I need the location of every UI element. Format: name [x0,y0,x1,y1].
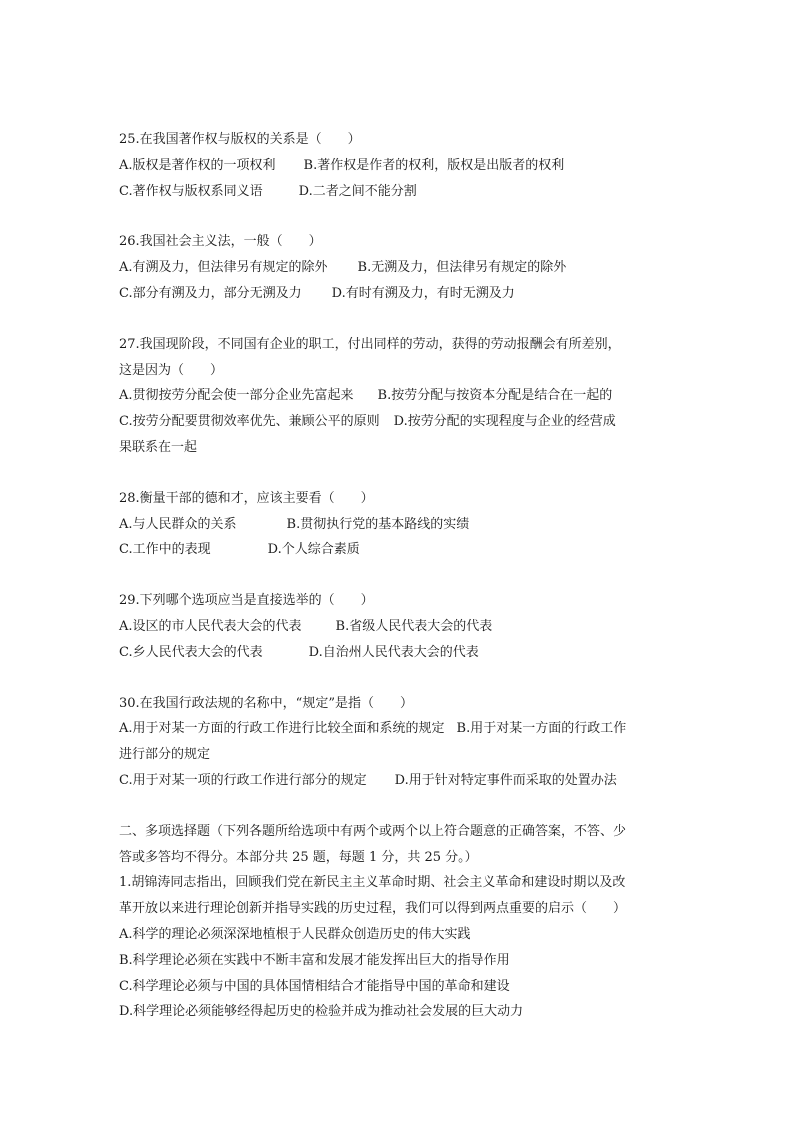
option-c: C.按劳分配要贯彻效率优先、兼顾公平的原则 [119,414,380,430]
option-c: C.乡人民代表大会的代表 [119,644,263,660]
option-line [119,153,679,179]
option-d: D.个人综合素质 [267,542,360,558]
option-a: A.贯彻按劳分配会使一部分企业先富起来 [119,388,354,404]
exam-page [119,127,679,1025]
section-multiple-choice [119,819,679,1025]
option-c: C.科学理论必须与中国的具体国情相结合才能指导中国的革命和建设 [119,978,510,994]
option-b: B.著作权是作者的权利，版权是出版者的权利 [303,157,565,173]
option-a: A.科学的理论必须深深地植根于人民群众创造历史的伟大实践 [119,926,471,942]
question-27 [119,332,679,461]
question-28 [119,486,679,563]
question-stem: 30.在我国行政法规的名称中，“规定”是指（ ） [119,695,413,711]
option-line [119,512,679,538]
question-stem-continued: 革开放以来进行理论创新并指导实践的历史过程，我们可以得到两点重要的启示（ ） [119,901,627,917]
option-line [119,383,679,409]
question-stem: 27.我国现阶段，不同国有企业的职工，付出同样的劳动，获得的劳动报酬会有所差别， [119,336,621,352]
option-b: B.按劳分配与按资本分配是结合在一起的 [377,388,613,404]
question-30 [119,691,679,794]
option-line [119,716,679,742]
option-line [119,768,679,794]
option-a: A.用于对某一方面的行政工作进行比较全面和系统的规定 [119,721,445,737]
option-line [119,640,679,666]
question-stem-continued: 这是因为（ ） [119,362,224,378]
option-b: B.贯彻执行党的基本路线的实绩 [286,516,470,532]
question-stem: 1.胡锦涛同志指出，回顾我们党在新民主主义革命时期、社会主义革命和建设时期以及改 [119,875,626,891]
option-d: D.有时有溯及力，有时无溯及力 [331,285,515,301]
option-d-continued: 果联系在一起 [119,439,198,455]
option-b-continued: 进行部分的规定 [119,747,211,763]
option-a: A.设区的市人民代表大会的代表 [119,618,302,634]
option-b: B.用于对某一方面的行政工作 [456,721,627,737]
question-29 [119,588,679,665]
option-b: B.省级人民代表大会的代表 [335,618,493,634]
option-b: B.科学理论必须在实践中不断丰富和发展才能发挥出巨大的指导作用 [119,952,510,968]
option-d: D.二者之间不能分割 [298,183,417,199]
option-d: D.科学理论必须能够经得起历史的检验并成为推动社会发展的巨大动力 [119,1004,524,1020]
option-c: C.著作权与版权系同义语 [119,183,263,199]
section-heading-continued: 答或多答均不得分。本部分共 25 题，每题 1 分，共 25 分。） [119,849,478,865]
option-d: D.用于针对特定事件而采取的处置办法 [394,772,617,788]
option-d: D.按劳分配的实现程度与企业的经营成 [393,414,616,430]
option-d: D.自治州人民代表大会的代表 [308,644,479,660]
option-c: C.部分有溯及力，部分无溯及力 [119,285,302,301]
option-line [119,614,679,640]
option-c: C.工作中的表现 [119,542,211,558]
question-stem: 26.我国社会主义法，一般（ ） [119,234,322,250]
option-line [119,255,679,281]
question-25 [119,127,679,204]
option-line [119,409,679,435]
option-a: A.与人民群众的关系 [119,516,237,532]
option-a: A.有溯及力，但法律另有规定的除外 [119,260,328,276]
question-26 [119,229,679,306]
option-line [119,281,679,307]
option-c: C.用于对某一项的行政工作进行部分的规定 [119,772,367,788]
section-heading: 二、多项选择题（下列各题所给选项中有两个或两个以上符合题意的正确答案，不答、少 [119,823,627,839]
question-stem: 28.衡量干部的德和才，应该主要看（ ） [119,490,374,506]
option-line [119,537,679,563]
option-line [119,179,679,205]
question-stem: 29.下列哪个选项应当是直接选举的（ ） [119,593,374,609]
option-b: B.无溯及力，但法律另有规定的除外 [357,260,567,276]
question-stem: 25.在我国著作权与版权的关系是（ ） [119,132,361,147]
option-a: A.版权是著作权的一项权利 [119,157,276,173]
